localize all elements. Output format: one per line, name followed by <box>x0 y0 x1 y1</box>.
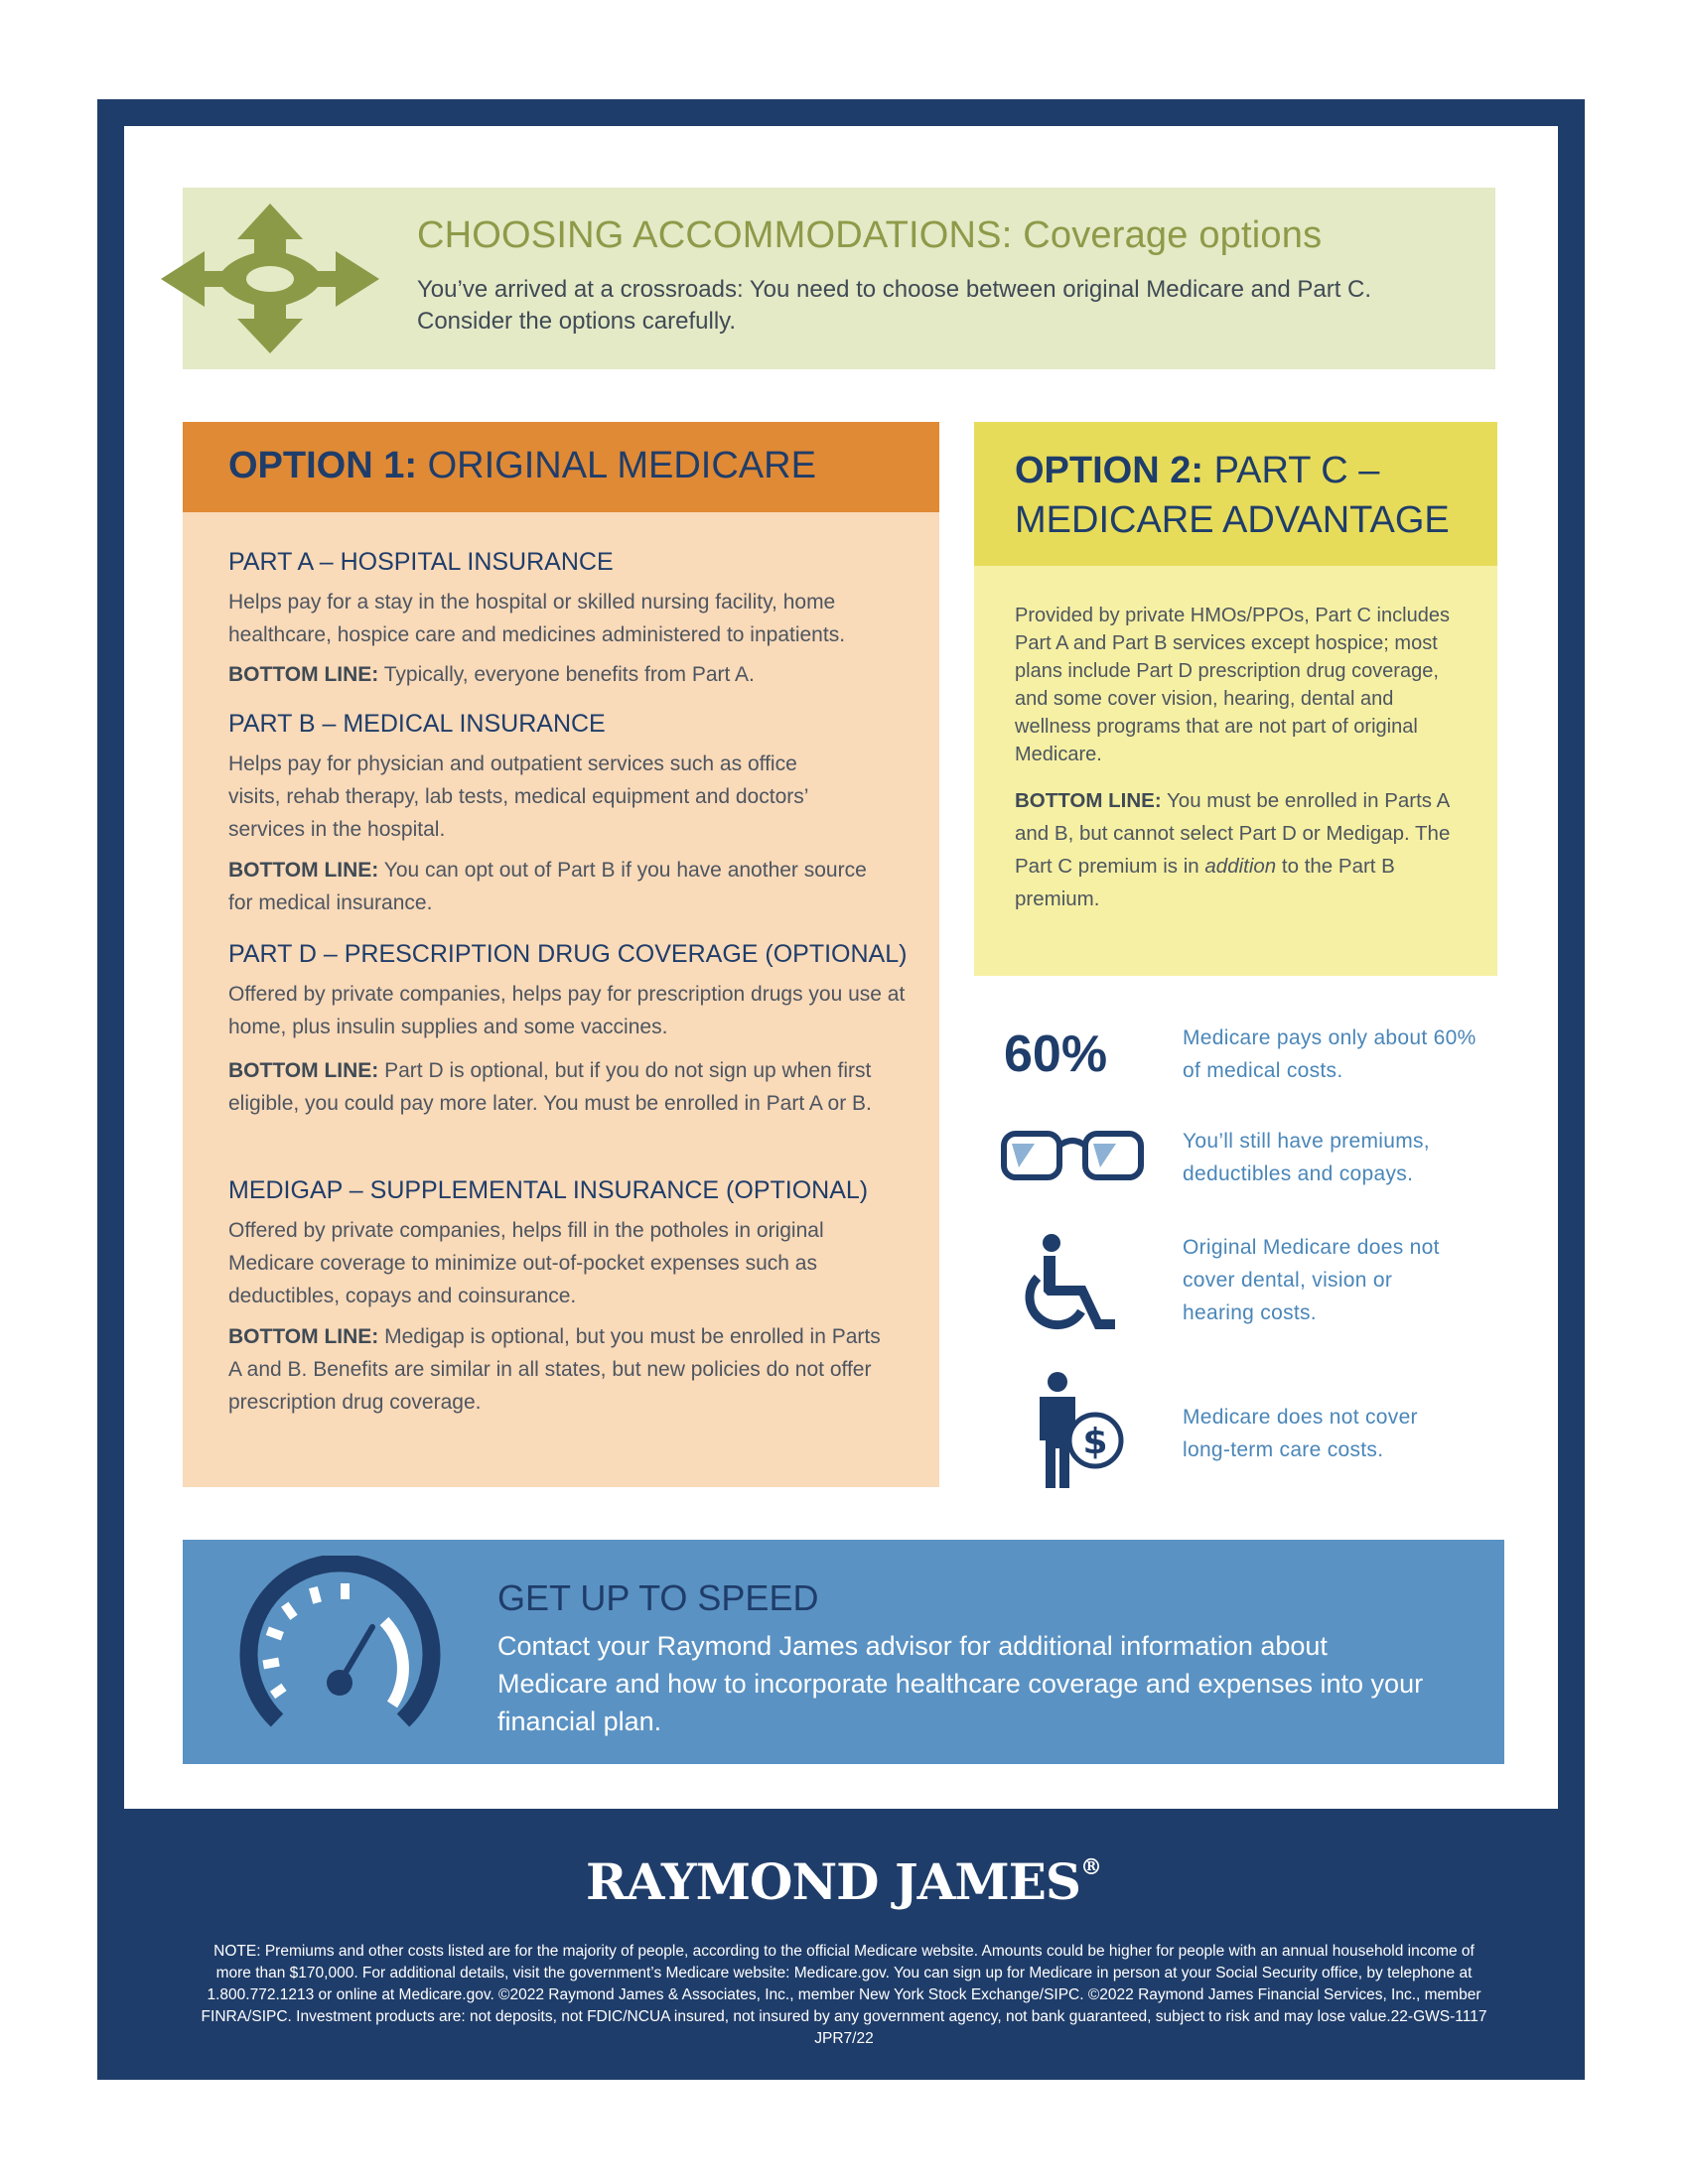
bottom-line-label: BOTTOM LINE: <box>228 1325 379 1348</box>
option1-title <box>228 445 816 487</box>
bottom-line-text: You can opt out of Part B if you have another source for medical insurance. <box>228 859 867 914</box>
header-subtitle: You’ve arrived at a crossroads: You need to choose between original Medicare and Part C. Consider the options carefully. <box>417 276 1372 335</box>
fact-premiums-text: You’ll still have premiums, deductibles and copays. <box>1183 1130 1430 1185</box>
bottom-line-text: You must be enrolled in Parts A and B, but cannot select Part D or Medigap. The Part C premium is in <box>1015 789 1451 878</box>
bottom-line-text: Part D is optional, but if you do not sign up when first eligible, you could pay more later. You must be enrolled in Part A or B. <box>228 1059 872 1115</box>
medigap-bottom-line <box>228 1320 884 1419</box>
part-d-heading: PART D – PRESCRIPTION DRUG COVERAGE (OPTIONAL) <box>228 940 908 968</box>
bottom-line-emphasis: addition <box>1204 855 1277 878</box>
header-title: CHOOSING ACCOMMODATIONS: Coverage options <box>417 214 1323 256</box>
registered-mark: ® <box>1079 1854 1102 1880</box>
option2-name: PART C – MEDICARE ADVANTAGE <box>1015 450 1450 541</box>
medigap-heading: MEDIGAP – SUPPLEMENTAL INSURANCE (OPTIONAL) <box>228 1176 869 1204</box>
bottom-line-label: BOTTOM LINE: <box>228 663 379 686</box>
cta-title: GET UP TO SPEED <box>497 1577 819 1618</box>
bottom-line-text: Medigap is optional, but you must be enrolled in Parts A and B. Benefits are similar in all states, but new policies do not offer prescription drug coverage. <box>228 1325 881 1414</box>
wheelchair-icon <box>1024 1234 1121 1333</box>
part-a-heading: PART A – HOSPITAL INSURANCE <box>228 548 614 576</box>
person-dollar-icon <box>1030 1371 1125 1490</box>
part-a-body: Helps pay for a stay in the hospital or skilled nursing facility, home healthcare, hospice care and medicines administered to inpatients. <box>228 591 846 646</box>
part-b-body: Helps pay for physician and outpatient services such as office visits, rehab therapy, lab tests, medical equipment and doctors’ services in the hospital. <box>228 752 808 841</box>
crossroads-arrows-icon <box>159 202 382 355</box>
option2-label: OPTION 2: <box>1015 450 1204 491</box>
part-d-bottom-line <box>228 1054 923 1120</box>
eyeglasses-icon <box>999 1128 1146 1185</box>
part-b-bottom-line <box>228 854 884 919</box>
speedometer-icon <box>233 1556 447 1734</box>
bottom-line-text: Typically, everyone benefits from Part A. <box>383 663 755 686</box>
fact-longterm-text: Medicare does not cover long-term care costs. <box>1183 1406 1418 1461</box>
option1-label: OPTION 1: <box>228 445 418 486</box>
medigap-body: Offered by private companies, helps fill in the potholes in original Medicare coverage to minimize out-of-pocket expenses such as deductibles, copays and coinsurance. <box>228 1219 824 1307</box>
bottom-line-label: BOTTOM LINE: <box>228 859 379 882</box>
option1-name: ORIGINAL MEDICARE <box>427 445 816 486</box>
bottom-line-label: BOTTOM LINE: <box>1015 789 1162 812</box>
option2-title <box>1015 446 1472 545</box>
part-d-body: Offered by private companies, helps pay for prescription drugs you use at home, plus insulin supplies and some vaccines. <box>228 983 906 1038</box>
option2-bottom-line <box>1015 784 1472 915</box>
fact-costs-text: Medicare pays only about 60% of medical costs. <box>1183 1026 1477 1082</box>
svg-text:$: $ <box>1082 1422 1108 1462</box>
brand-name: RAYMOND JAMES <box>586 1852 1080 1911</box>
fact-dental-text: Original Medicare does not cover dental, vision or hearing costs. <box>1183 1236 1440 1324</box>
part-b-heading: PART B – MEDICAL INSURANCE <box>228 710 606 738</box>
footer-note: NOTE: Premiums and other costs listed are for the majority of people, according to the official Medicare website. Amounts could be higher for people with an annual household income of more than $170,000. For additional details, visit the government’s Medicare website: Medicare.gov. You can sign up for Medicare in person at your Social Security office, by telephone at 1.800.772.1213 or online at Medicare.gov. ©2022 Raymond James & Associates, Inc., member New York Stock Exchange/SIPC. ©2022 Raymond James Financial Services, Inc., member FINRA/SIPC. Investment products are: not deposits, not FDIC/NCUA insured, not insured by any government agency, not bank guaranteed, subject to risk and may lose value.22-GWS-1117 JPR7/22 <box>201 1943 1487 2047</box>
bottom-line-label: BOTTOM LINE: <box>228 1059 379 1082</box>
option2-body: Provided by private HMOs/PPOs, Part C includes Part A and Part B services except hospice; most plans include Part D prescription drug coverage, and some cover vision, hearing, dental and wellness programs that are not part of original Medicare. <box>1015 605 1450 765</box>
cta-body: Contact your Raymond James advisor for additional information about Medicare and how to incorporate healthcare coverage and expenses into your financial plan. <box>497 1631 1424 1736</box>
bottom-line-text-end: to the Part B premium. <box>1015 855 1395 910</box>
part-a-bottom-line <box>228 658 923 691</box>
raymond-james-logo <box>0 1852 1688 1911</box>
sixty-percent-figure: 60% <box>1004 1025 1108 1083</box>
